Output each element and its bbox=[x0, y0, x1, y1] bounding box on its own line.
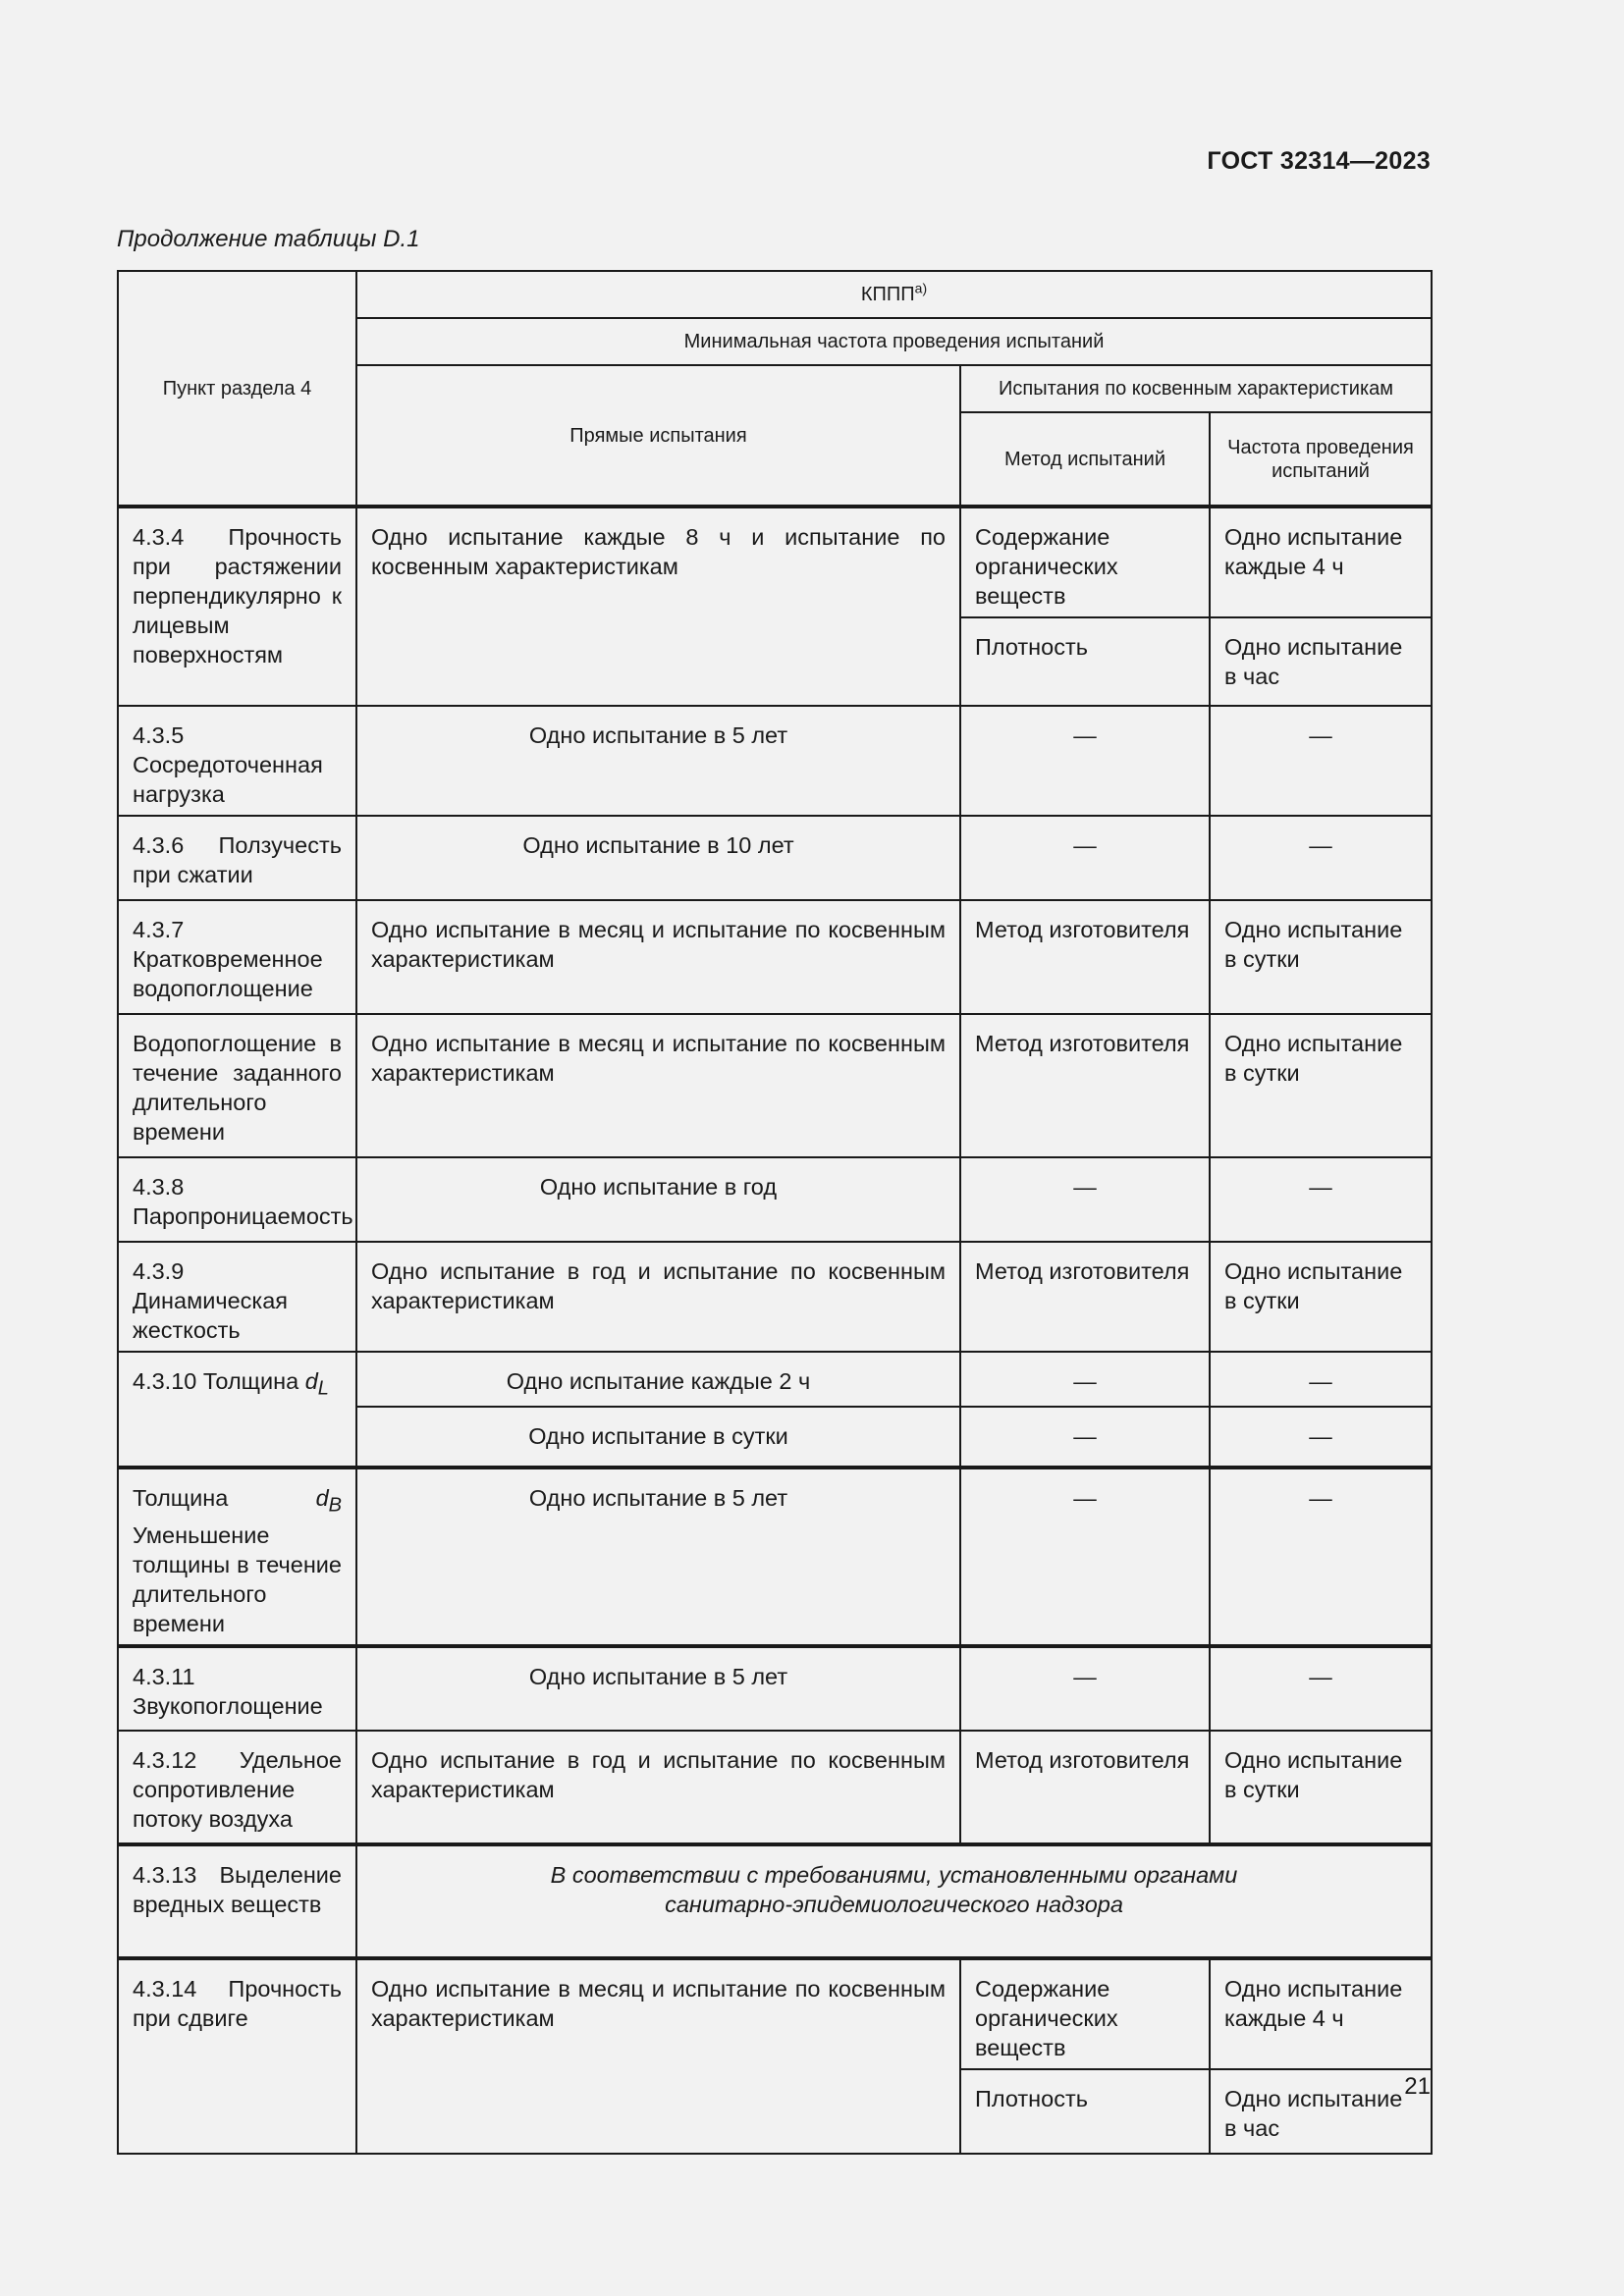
row-direct-cell: Одно испытание в год bbox=[356, 1157, 960, 1242]
row-method-cell: — bbox=[960, 1407, 1210, 1468]
row-method-cell: — bbox=[960, 706, 1210, 816]
header-kppp: $КППП^{а)}$ bbox=[356, 271, 1432, 318]
row-direct-cell: Одно испытание в 5 лет bbox=[356, 1646, 960, 1731]
header-section-col: Пункт раздела 4 bbox=[118, 271, 356, 507]
row-direct-cell: Одно испытание каждые 8 ч и испытание по косвенным характеристикам bbox=[356, 507, 960, 706]
row-section-cell: 4.3.8 Паропроницаемость bbox=[118, 1157, 356, 1242]
row-section-cell: Водопоглощение в течение заданного длительного времени bbox=[118, 1014, 356, 1157]
row-frequency-cell: Одно испытание каждые 4 ч bbox=[1210, 1958, 1432, 2069]
row-frequency-cell: Одно испытание каждые 4 ч bbox=[1210, 507, 1432, 617]
row-frequency-cell: Одно испытание в час bbox=[1210, 617, 1432, 706]
row-section-cell: 4.3.4 Прочность при растяжении перпендикулярно к лицевым поверхностям bbox=[118, 507, 356, 706]
row-method-cell: — bbox=[960, 1157, 1210, 1242]
row-section-cell: 4.3.5 Сосредоточенная нагрузка bbox=[118, 706, 356, 816]
row-frequency-cell: — bbox=[1210, 1157, 1432, 1242]
page-number: 21 bbox=[1404, 2073, 1431, 2100]
header-direct-tests: Прямые испытания bbox=[356, 365, 960, 507]
header-test-frequency: Частота проведения испытаний bbox=[1210, 412, 1432, 507]
row-frequency-cell: Одно испытание в сутки bbox=[1210, 1242, 1432, 1352]
row-frequency-cell: — bbox=[1210, 1352, 1432, 1407]
row-direct-cell: Одно испытание в 5 лет bbox=[356, 706, 960, 816]
row-method-cell: Плотность bbox=[960, 617, 1210, 706]
row-section-cell: 4.3.13 Выделение вредных веществ bbox=[118, 1844, 356, 1958]
row-method-cell: — bbox=[960, 1352, 1210, 1407]
row-merged-note-cell: В соответствии с требованиями, установленными органами санитарно-эпидемиологического надзора bbox=[356, 1844, 1432, 1958]
header-test-method: Метод испытаний bbox=[960, 412, 1210, 507]
row-method-cell: Метод изготовителя bbox=[960, 1242, 1210, 1352]
row-direct-cell: Одно испытание в месяц и испытание по косвенным характеристикам bbox=[356, 1014, 960, 1157]
document-code: ГОСТ 32314—2023 bbox=[1207, 147, 1431, 175]
row-direct-cell: Одно испытание в месяц и испытание по косвенным характеристикам bbox=[356, 900, 960, 1014]
row-method-cell: Метод изготовителя bbox=[960, 1731, 1210, 1844]
row-direct-cell: Одно испытание в 5 лет bbox=[356, 1468, 960, 1646]
row-section-cell: 4.3.12 Удельное сопротивление потоку воздуха bbox=[118, 1731, 356, 1844]
row-method-cell: — bbox=[960, 816, 1210, 900]
row-section-cell: 4.3.10 Толщина $d_L$ bbox=[118, 1352, 356, 1468]
row-method-cell: Плотность bbox=[960, 2069, 1210, 2154]
row-section-cell: Толщина $d_B$ Уменьшение толщины в течение длительного времени bbox=[118, 1468, 356, 1646]
row-method-cell: Содержание органических веществ bbox=[960, 1958, 1210, 2069]
row-frequency-cell: — bbox=[1210, 706, 1432, 816]
row-frequency-cell: Одно испытание в сутки bbox=[1210, 900, 1432, 1014]
row-frequency-cell: — bbox=[1210, 1468, 1432, 1646]
table-caption: Продолжение таблицы D.1 bbox=[117, 226, 420, 252]
row-frequency-cell: Одно испытание в сутки bbox=[1210, 1731, 1432, 1844]
header-indirect-tests: Испытания по косвенным характеристикам bbox=[960, 365, 1432, 412]
row-method-cell: — bbox=[960, 1646, 1210, 1731]
row-section-cell: 4.3.9 Динамическая жесткость bbox=[118, 1242, 356, 1352]
row-direct-cell: Одно испытание в 10 лет bbox=[356, 816, 960, 900]
row-frequency-cell: — bbox=[1210, 1407, 1432, 1468]
row-direct-cell: Одно испытание каждые 2 ч bbox=[356, 1352, 960, 1407]
row-direct-cell: Одно испытание в месяц и испытание по косвенным характеристикам bbox=[356, 1958, 960, 2154]
row-direct-cell: Одно испытание в год и испытание по косвенным характеристикам bbox=[356, 1731, 960, 1844]
row-method-cell: Метод изготовителя bbox=[960, 1014, 1210, 1157]
row-section-cell: 4.3.6 Ползучесть при сжатии bbox=[118, 816, 356, 900]
row-frequency-cell: — bbox=[1210, 816, 1432, 900]
row-method-cell: Метод изготовителя bbox=[960, 900, 1210, 1014]
row-section-cell: 4.3.14 Прочность при сдвиге bbox=[118, 1958, 356, 2154]
row-method-cell: — bbox=[960, 1468, 1210, 1646]
row-frequency-cell: Одно испытание в сутки bbox=[1210, 1014, 1432, 1157]
row-section-cell: 4.3.7 Кратковременное водопоглощение bbox=[118, 900, 356, 1014]
row-method-cell: Содержание органических веществ bbox=[960, 507, 1210, 617]
row-section-cell: 4.3.11 Звукопоглощение bbox=[118, 1646, 356, 1731]
row-frequency-cell: Одно испытание в час bbox=[1210, 2069, 1432, 2154]
frequency-table bbox=[117, 270, 1433, 2155]
row-direct-cell: Одно испытание в год и испытание по косвенным характеристикам bbox=[356, 1242, 960, 1352]
row-frequency-cell: — bbox=[1210, 1646, 1432, 1731]
header-min-frequency: Минимальная частота проведения испытаний bbox=[356, 318, 1432, 365]
row-direct-cell: Одно испытание в сутки bbox=[356, 1407, 960, 1468]
